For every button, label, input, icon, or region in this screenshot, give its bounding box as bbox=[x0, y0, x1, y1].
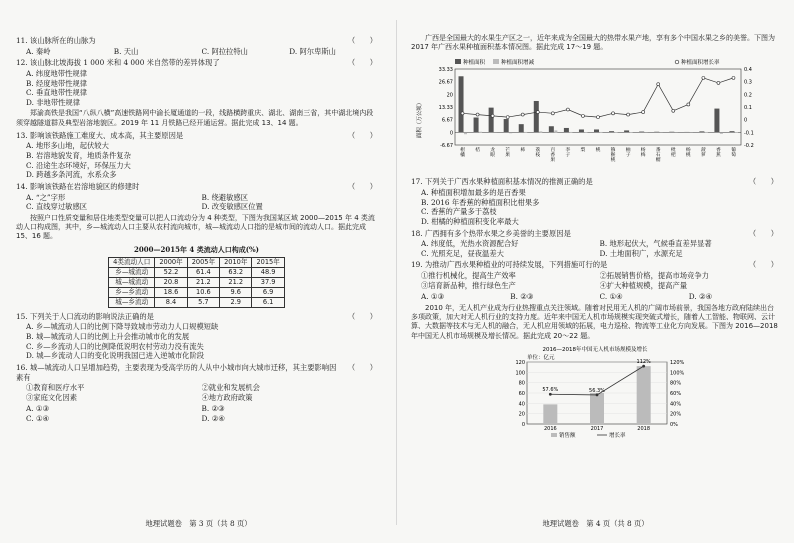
legend-label-area: 种植面积 bbox=[463, 60, 486, 67]
bar-area bbox=[549, 127, 554, 133]
x-tick-char: 梅 bbox=[640, 153, 646, 159]
option-c[interactable]: C. 光照充足，昼夜温差大 bbox=[421, 248, 504, 258]
rate-line bbox=[463, 78, 734, 117]
fruit-area-chart bbox=[411, 55, 778, 175]
data-label: 57.6% bbox=[541, 387, 558, 394]
bar-area bbox=[579, 130, 584, 133]
x-tick-label bbox=[475, 146, 480, 153]
rate-point bbox=[657, 83, 660, 86]
plot-frame bbox=[455, 69, 741, 145]
table-header-cell: 2005年 bbox=[187, 257, 219, 267]
x-tick-char: 枇 bbox=[670, 148, 676, 154]
material-migration: 按照户口性质变量和居住地类型变量可以把人口流动分为 4 种类型，下图为我国某区域 2000—2015 年 4 类流动人口构成图，其中，乡—城流动人口主要从农村流向城市，城—城流动人口指的是城市间的流动人口。据此完成 15、16 题。 bbox=[16, 213, 375, 241]
table-cell: 52.2 bbox=[155, 267, 187, 277]
y-tick-label-left: 100 bbox=[514, 370, 525, 377]
y-tick-label-right: 20% bbox=[669, 411, 681, 418]
bar-change bbox=[464, 133, 467, 135]
rate-point bbox=[612, 112, 615, 115]
legend-swatch-change bbox=[493, 59, 499, 64]
rate-point bbox=[566, 109, 569, 112]
y-tick-label-right: 0.2 bbox=[744, 92, 752, 99]
bar-area bbox=[714, 109, 719, 133]
bar-area bbox=[609, 132, 614, 133]
x-tick-label bbox=[731, 146, 736, 158]
question-11-options bbox=[16, 47, 377, 57]
rate-point bbox=[581, 115, 584, 118]
option-d[interactable]: D. 非地带性规律 bbox=[26, 97, 81, 107]
bar-area bbox=[459, 77, 464, 133]
x-tick-label bbox=[550, 146, 555, 163]
data-label: 56.3% bbox=[588, 387, 605, 394]
question-19-options bbox=[411, 292, 778, 302]
option-c[interactable]: C. 直线穿过敏感区 bbox=[26, 202, 88, 212]
question-12: 12. 该山脉北坡海拔 1 000 米和 4 000 米自然带的差异体现了 （ ） bbox=[16, 58, 377, 68]
bar-area bbox=[594, 130, 599, 133]
rate-point bbox=[476, 114, 479, 117]
unit-label: 单位：亿元 bbox=[526, 354, 555, 361]
y-tick-label-right: 0.4 bbox=[744, 67, 752, 74]
option-a[interactable]: A. 地形多山地，起伏较大 bbox=[26, 141, 109, 151]
option-a[interactable]: A. 乡—城流动人口的比例下降导致城市劳动力人口规模短缺 bbox=[26, 322, 219, 332]
x-tick-label bbox=[596, 146, 601, 153]
legend-label-sales: 销售额 bbox=[558, 432, 576, 439]
x-tick-char: 子 bbox=[625, 153, 631, 159]
x-tick-char: 李 bbox=[565, 148, 571, 154]
x-tick-char: 荔 bbox=[535, 148, 541, 154]
table-row bbox=[109, 297, 285, 307]
table-cell: 18.6 bbox=[155, 287, 187, 297]
page-footer: 地理试题卷 第 4 页（共 8 页） bbox=[542, 519, 649, 529]
option-b[interactable]: B. 2016 年香蕉的种植面积比柑果多 bbox=[421, 197, 540, 207]
table-cell: 6.9 bbox=[252, 287, 284, 297]
page-4 bbox=[397, 0, 794, 543]
rate-point bbox=[491, 115, 494, 118]
y-tick-label-left: 0 bbox=[521, 421, 525, 428]
x-tick-label bbox=[656, 146, 661, 163]
x-tick-char: 百 bbox=[550, 148, 556, 154]
question-14-options bbox=[16, 193, 377, 212]
bar-area bbox=[669, 132, 674, 133]
table-cell: 6.1 bbox=[252, 297, 284, 307]
question-11: 11. 该山脉所在的山脉为 （ ） bbox=[16, 36, 377, 45]
table-cell: 48.9 bbox=[252, 267, 284, 277]
x-tick-char: 桃 bbox=[685, 153, 691, 159]
y-tick-label-left: 33.33 bbox=[438, 67, 453, 74]
bar-area bbox=[474, 118, 479, 133]
statement-item: ①教育和医疗水平 bbox=[26, 383, 85, 393]
growth-point bbox=[548, 393, 551, 396]
migration-table bbox=[108, 257, 285, 308]
option-a[interactable]: A. 秦岭 bbox=[26, 46, 51, 56]
rate-point bbox=[687, 103, 690, 106]
x-tick-char: 柚 bbox=[625, 148, 631, 154]
y-tick-label-right: -0.2 bbox=[744, 143, 754, 150]
question-18-options bbox=[411, 239, 778, 258]
statement-item: ③家庭文化因素 bbox=[26, 392, 78, 402]
y-tick-label-right: 0.1 bbox=[744, 105, 752, 112]
y-tick-label-right: 80% bbox=[669, 380, 681, 387]
option-b[interactable]: B. ②③ bbox=[201, 404, 225, 414]
x-tick-char: 香 bbox=[550, 153, 556, 159]
x-tick-label bbox=[611, 146, 616, 163]
rate-point bbox=[627, 114, 630, 117]
x-tick-char: 柑 bbox=[460, 148, 465, 154]
material-drone: 2010 年，无人机产业成为行业热搜重点关注领域。随着对民用无人机的广阔市场前景，我国各地方政府陆续出台多项政策，加大对无人机行业的支持力度。近年来中国无人机市场规模实现突破式增长，随着人工智能、物联网、云计算、大数据等技术与无人机的融合，无人机应用领域的拓展，电力巡检、物流等工业化方向发展。下图为 2016—2018 年中国无人机市场规模及增长情况。据此完成 20～22 题。 bbox=[411, 303, 778, 340]
question-14: 14. 影响该铁路在岩溶地貌区的修建时 （ ） bbox=[16, 181, 377, 191]
material-railway: 郑渝高铁是我国“八纵八横”高速铁路网中渝长厦通道的一段，线路横跨重庆、湖北、湖南三省，其中湖北境内段须穿越隧道群及典型岩溶地貌区。2019 年 11 月铁路已经开通运营。据此完成 13、14 题。 bbox=[16, 109, 374, 127]
x-tick-char: 果 bbox=[505, 153, 511, 159]
legend-marker-rate bbox=[675, 61, 679, 65]
table-cell: 5.7 bbox=[187, 297, 219, 307]
x-tick-char: 杨 bbox=[640, 148, 646, 154]
statement-item: ②拓展销售价格，提高市场竞争力 bbox=[599, 271, 709, 281]
x-tick-char: 香 bbox=[716, 148, 721, 154]
rate-point bbox=[672, 110, 675, 113]
bar-area bbox=[654, 132, 659, 133]
x-tick-label: 2018 bbox=[636, 425, 650, 432]
x-tick-label bbox=[505, 146, 510, 158]
y-tick-label-right: -0.1 bbox=[744, 130, 754, 137]
y-tick-label-left: 0 bbox=[449, 130, 453, 137]
rate-point bbox=[536, 111, 539, 114]
x-tick-char: 桃 bbox=[610, 158, 616, 164]
option-a[interactable]: A. ①③ bbox=[26, 404, 49, 414]
x-tick-label bbox=[490, 146, 495, 158]
bar-area bbox=[639, 132, 644, 133]
bar-change bbox=[494, 133, 497, 134]
x-tick-char: 猴 bbox=[610, 153, 616, 159]
x-tick-char: 石 bbox=[655, 153, 661, 159]
option-c[interactable]: C. 沿途生态环境好，环保压力大 bbox=[26, 160, 131, 170]
x-tick-char: 猕 bbox=[610, 148, 616, 154]
x-tick-char: 子 bbox=[565, 153, 571, 159]
table-cell: 乡—城流动 bbox=[109, 267, 155, 277]
page-footer: 地理试题卷 第 3 页（共 8 页） bbox=[145, 519, 252, 529]
x-tick-char: 果 bbox=[550, 158, 556, 164]
bar-area bbox=[564, 128, 569, 132]
option-b[interactable]: B. 岩溶地貌发育，地质条件复杂 bbox=[26, 151, 131, 161]
x-tick-char: 芒 bbox=[505, 148, 511, 154]
rate-point bbox=[732, 77, 735, 80]
bar-area bbox=[519, 125, 524, 133]
x-tick-label bbox=[535, 146, 540, 158]
legend-label-change: 种植面积增减 bbox=[501, 60, 535, 67]
chart-title: 2016—2018年中国无人机市场规模及增长 bbox=[542, 346, 647, 353]
bar-change bbox=[720, 133, 723, 135]
question-17: 17. 下列关于广西水果种植面积基本情况的推测正确的是 （ ） bbox=[411, 177, 778, 187]
option-b[interactable]: B. 城—城流动人口的比例上升会推动城市化的发展 bbox=[26, 332, 190, 342]
rate-point bbox=[551, 112, 554, 115]
option-c[interactable]: C. 乡—乡流动人口的比例降低说明农村劳动力没有流失 bbox=[26, 341, 204, 351]
option-b[interactable]: B. 天山 bbox=[113, 46, 139, 56]
legend-swatch-sales bbox=[551, 433, 557, 437]
statement-item: ①推行机械化，提高生产效率 bbox=[421, 271, 516, 281]
option-a[interactable]: A. 种植面积增加最多的是百香果 bbox=[421, 188, 526, 198]
bar-area bbox=[534, 101, 539, 132]
table-header-cell: 4类流动人口 bbox=[109, 257, 155, 267]
x-tick-char: 萝 bbox=[700, 153, 706, 159]
question-18: 18. 广西拥有多个热带水果之乡美誉的主要原因是 （ ） bbox=[411, 228, 778, 238]
option-d[interactable]: D. ②④ bbox=[688, 292, 713, 302]
bar-area bbox=[624, 131, 629, 133]
x-tick-char: 桃 bbox=[595, 148, 601, 154]
bar-change bbox=[479, 132, 482, 133]
material-fruit: 广西是全国最大的水果生产区之一，近年来成为全国最大的热带水果产地，享有多个中国水果之乡的美誉。下图为 2017 年广西水果种植面积基本情况图。据此完成 17～19 题。 bbox=[411, 34, 775, 52]
x-tick-char: 番 bbox=[655, 148, 661, 154]
y-tick-label-right: 120% bbox=[669, 359, 684, 366]
table-cell: 2.9 bbox=[220, 297, 252, 307]
table-header-cell: 2000年 bbox=[155, 257, 187, 267]
y-tick-label-right: 0.3 bbox=[744, 80, 752, 87]
table-title: 2000—2015年 4 类流动人口构成(%) bbox=[134, 244, 259, 254]
rate-point bbox=[702, 77, 705, 80]
x-tick-char: 葡 bbox=[731, 148, 736, 154]
option-c[interactable]: C. ①④ bbox=[599, 292, 623, 302]
legend-label-rate: 种植面积增长率 bbox=[681, 60, 720, 67]
table-cell: 城—城流动 bbox=[109, 277, 155, 287]
statement-item: ④扩大种植规模，提高产量 bbox=[599, 280, 688, 290]
x-tick-char: 枝 bbox=[535, 153, 541, 159]
option-b[interactable]: B. ②③ bbox=[510, 292, 534, 302]
question-15: 15. 下列关于人口流动的影响说法正确的是 （ ） bbox=[16, 311, 377, 321]
bar-area bbox=[729, 132, 734, 133]
table-header-row bbox=[109, 257, 285, 267]
x-tick-char: 梨 bbox=[580, 148, 586, 154]
growth-point bbox=[595, 393, 598, 396]
y-tick-label-left: 20 bbox=[518, 411, 525, 418]
y-tick-label-left: 120 bbox=[514, 359, 525, 366]
x-tick-label bbox=[565, 146, 570, 158]
option-a[interactable]: A. 纬度低，光热水资源配合好 bbox=[421, 239, 519, 249]
y-tick-label-right: 0 bbox=[744, 118, 748, 125]
bar-sales bbox=[543, 404, 557, 424]
rate-point bbox=[506, 116, 509, 119]
table-cell: 21.2 bbox=[187, 277, 219, 287]
statement-item: ②就业和发展机会 bbox=[201, 383, 260, 393]
rate-point bbox=[717, 82, 720, 85]
question-13-options bbox=[16, 141, 377, 180]
y-tick-label-left: 13.33 bbox=[438, 105, 453, 112]
table-cell: 城—乡流动 bbox=[109, 297, 155, 307]
x-tick-label bbox=[671, 146, 676, 158]
table-header-cell: 2010年 bbox=[220, 257, 252, 267]
option-b[interactable]: B. 经度地带性规律 bbox=[26, 78, 88, 88]
option-d[interactable]: D. 城—乡流动人口的变化说明我国已进入逆城市化阶段 bbox=[26, 351, 205, 361]
x-tick-char: 蕉 bbox=[716, 153, 721, 159]
x-tick-label bbox=[686, 146, 691, 158]
y-tick-label-left: 6.67 bbox=[441, 118, 453, 125]
rate-point bbox=[461, 112, 464, 115]
option-d[interactable]: D. ②④ bbox=[201, 414, 225, 424]
x-tick-label: 2016 bbox=[543, 425, 557, 432]
x-tick-label bbox=[701, 146, 706, 158]
table-row bbox=[109, 287, 285, 297]
option-d[interactable]: D. 土地面积广，水源充足 bbox=[599, 248, 683, 258]
table-cell: 37.9 bbox=[252, 277, 284, 287]
y-tick-label-right: 40% bbox=[669, 401, 681, 408]
table-cell: 8.4 bbox=[155, 297, 187, 307]
option-d[interactable]: D. 柑橘的种植面积变化率最大 bbox=[421, 216, 519, 226]
option-a[interactable]: A. 纬度地带性规律 bbox=[26, 68, 87, 78]
legend-swatch-area bbox=[455, 59, 461, 64]
y-tick-label-right: 60% bbox=[669, 390, 681, 397]
rate-point bbox=[521, 114, 524, 117]
question-16-items bbox=[16, 383, 377, 402]
option-b[interactable]: B. 地形起伏大，气候垂直差异显著 bbox=[599, 239, 712, 249]
bar-change bbox=[554, 131, 557, 133]
x-tick-label bbox=[641, 146, 646, 158]
option-d[interactable]: D. 阿尔卑斯山 bbox=[289, 46, 336, 56]
bar-change bbox=[509, 133, 512, 134]
table-row bbox=[109, 267, 285, 277]
x-tick-char: 橘 bbox=[460, 153, 465, 159]
question-12-options bbox=[16, 69, 377, 108]
y-tick-label-left: 80 bbox=[518, 380, 525, 387]
table-cell: 10.6 bbox=[187, 287, 219, 297]
option-d[interactable]: D. 改变敏感区位置 bbox=[201, 202, 263, 212]
option-b[interactable]: B. 绕避敏感区 bbox=[201, 192, 248, 202]
growth-point bbox=[642, 365, 645, 368]
x-tick-char: 柿 bbox=[520, 148, 526, 154]
x-tick-label bbox=[520, 146, 525, 153]
bar-area bbox=[489, 108, 494, 133]
x-tick-char: 萄 bbox=[731, 153, 736, 159]
x-tick-label: 2017 bbox=[590, 425, 603, 432]
bar-sales bbox=[636, 366, 650, 424]
y-tick-label-left: 26.67 bbox=[438, 80, 453, 87]
question-13: 13. 影响该铁路施工难度大、成本高，其主要原因是 （ ） bbox=[16, 130, 377, 140]
statement-item: ③培育新品种，推行绿色生产 bbox=[421, 280, 516, 290]
option-c[interactable]: C. 阿拉拉特山 bbox=[201, 46, 248, 56]
x-tick-char: 眼 bbox=[490, 153, 496, 159]
legend-label-growth: 增长率 bbox=[608, 432, 626, 439]
bar-sales bbox=[590, 393, 604, 424]
question-15-options bbox=[16, 322, 377, 361]
option-c[interactable]: C. 香蕉的产量多于荔枝 bbox=[421, 207, 497, 217]
option-a[interactable]: A. “之”字形 bbox=[26, 192, 66, 202]
bar-area bbox=[504, 119, 509, 132]
bar-change bbox=[539, 132, 542, 133]
option-d[interactable]: D. 跨越多条河流，水系众多 bbox=[26, 170, 117, 180]
y-tick-label-left: 40 bbox=[518, 401, 525, 408]
table-cell: 20.8 bbox=[155, 277, 187, 287]
x-tick-char: 榴 bbox=[655, 158, 661, 164]
question-17-options bbox=[411, 188, 778, 227]
data-label: 112% bbox=[636, 359, 651, 366]
question-16-options bbox=[16, 404, 377, 423]
drone-market-chart bbox=[485, 344, 705, 440]
y-tick-label-right: 100% bbox=[669, 370, 684, 377]
rate-point bbox=[642, 111, 645, 114]
rate-point bbox=[597, 116, 600, 119]
x-tick-char: 菠 bbox=[700, 148, 706, 154]
question-19-items bbox=[411, 271, 778, 290]
option-c[interactable]: C. 垂直地带性规律 bbox=[26, 88, 88, 98]
table-cell: 63.2 bbox=[220, 267, 252, 277]
table-cell: 21.2 bbox=[220, 277, 252, 287]
x-tick-label bbox=[626, 146, 631, 158]
statement-item: ④地方政府政策 bbox=[201, 392, 253, 402]
table-cell: 9.6 bbox=[220, 287, 252, 297]
table-cell: 乡—乡流动 bbox=[109, 287, 155, 297]
table-cell: 61.4 bbox=[187, 267, 219, 277]
x-tick-char: 杨 bbox=[685, 148, 691, 154]
x-tick-label bbox=[716, 146, 721, 158]
y-tick-label-left: 60 bbox=[518, 390, 525, 397]
table-row bbox=[109, 277, 285, 287]
y-tick-label-right: 0% bbox=[669, 421, 678, 428]
y-tick-label-left: 20 bbox=[446, 92, 453, 99]
question-16: 16. 城—城流动人口呈增加趋势，主要表现为受高学历的人从中小城市向大城市迁移，其主要影响因素有 （ ） bbox=[16, 362, 377, 382]
x-tick-char: 桔 bbox=[475, 148, 480, 154]
table-header-cell: 2015年 bbox=[252, 257, 284, 267]
question-19: 19. 为推动广西水果种植业的可持续发展，下列措施可行的是 （ ） bbox=[411, 260, 778, 270]
x-tick-label bbox=[581, 146, 586, 153]
y-axis-label: 面积（万公顷） bbox=[417, 100, 423, 139]
option-a[interactable]: A. ①③ bbox=[421, 292, 444, 302]
x-tick-label bbox=[460, 146, 465, 158]
x-tick-char: 杷 bbox=[670, 153, 676, 159]
y-tick-label-left: -6.67 bbox=[440, 143, 453, 150]
x-tick-char: 龙 bbox=[490, 148, 496, 154]
option-c[interactable]: C. ①④ bbox=[26, 414, 50, 424]
bar-area bbox=[699, 132, 704, 133]
